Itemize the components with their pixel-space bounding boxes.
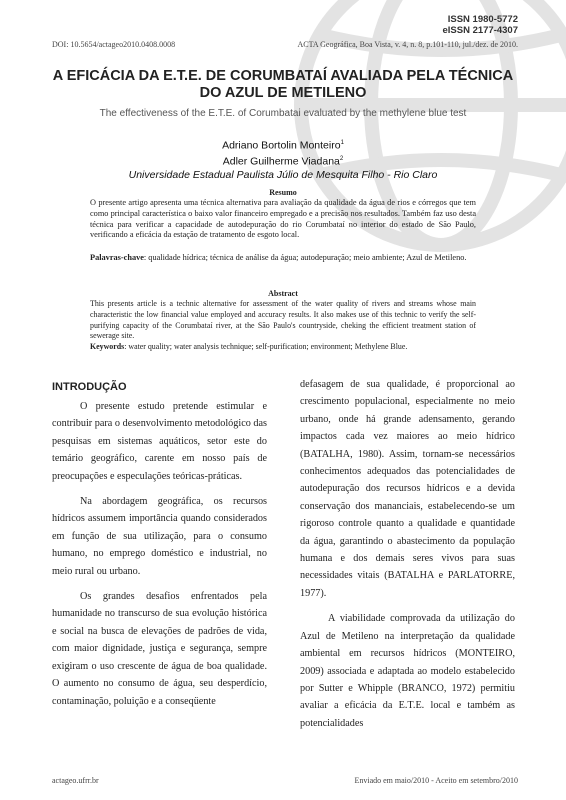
author-2-name: Adler Guilherme Viadana — [222, 155, 340, 168]
footer-site: actageo.ufrr.br — [52, 776, 99, 785]
body-column-left — [52, 380, 267, 718]
issn-number: ISSN 1980-5772 — [447, 14, 518, 25]
abstract-text: This presents article is a technic alternative for assessment of the water quality of rivers and streams whose main characteristic the low financial value employed and accuracy results. It also makes use of this technic to verify the self-purifying capacity of the Corumbataí river, at the São Paulo's countryside, cheking the efficient treatment station of sewerage site. — [90, 299, 476, 341]
doi-text: DOI: 10.5654/actageo2010.0408.0008 — [52, 40, 176, 49]
journal-reference: ACTA Geográfica, Boa Vista, v. 4, n. 8, p.101-110, jul./dez. de 2010. — [297, 40, 518, 49]
article-subtitle: The effectiveness of the E.T.E. of Corumbatai evaluated by the methylene blue test — [99, 108, 467, 119]
resumo-keywords — [90, 253, 476, 264]
paragraph: defasagem de sua qualidade, é proporcional ao crescimento populacional, especialmente no meio urbano, onde há grande adensamento, gerando impactos cada vez maiores ao meio hídrico (BATALHA, 1980). Assim, tornam-se necessários conhecimentos adequados das potencialidades de autodepuração dos recursos hídricos e a devida conservação dos mananciais, estabelecendo-se um rigoroso controle quanto a qualidade e quantidade da água, garantindo o abastecimento da população humana e dos demais seres vivos para suas necessidades vitais (BATALHA e PARLATORRE, 1977). — [300, 379, 515, 599]
paragraph: O presente estudo pretende estimular e contribuir para o desenvolvimento metodológico das pesquisas em sistemas aquáticos, setor este do temário geográfico, carente em nosso país de preocupações e especulações teóricas-práticas. — [52, 401, 267, 482]
paragraph: Na abordagem geográfica, os recursos hídricos assumem importância quando considerados em função de sua utilização, para o consumo humano, no emprego doméstico e industrial, no meio rural ou urbano. — [52, 496, 267, 577]
resumo-text: O presente artigo apresenta uma técnica alternativa para avaliação da qualidade da água de rios e córregos que tem como principal característica o baixo valor financeiro empregado e a precisão nos resultados. Também faz uso desta técnica para verificar a capacidade de autodepuração do rio Corumbataí no interior do estado de São Paulo, verificando a eficácia da estação de tratamento de esgoto local. — [90, 198, 476, 240]
issn-block — [442, 14, 518, 36]
abstract-keywords — [90, 342, 476, 353]
resumo-keywords-label: Palavras-chave — [90, 253, 144, 262]
author-1-mark: 1 — [340, 140, 344, 146]
author-1-name: Adriano Bortolin Monteiro — [222, 139, 341, 152]
institution: Universidade Estadual Paulista Júlio de Mesquita Filho - Rio Claro — [128, 169, 438, 181]
body-column-right — [300, 376, 515, 740]
abstract-keywords-list: : water quality; water analysis technique; self-purification; environment; Methylene Blue. — [124, 342, 408, 351]
author-1 — [50, 137, 516, 153]
resumo-heading: Resumo — [269, 188, 297, 197]
footer-dates: Enviado em maio/2010 - Aceito em setembro/2010 — [354, 776, 518, 785]
eissn-number: eISSN 2177-4307 — [442, 25, 518, 36]
paragraph: Os grandes desafios enfrentados pela humanidade no transcurso de sua evolução histórica e social na busca de elevações de padrões de vida, com maior dignidade, justiça e segurança, sempre exigiram o uso crescente de água de boa qualidade. O aumento no consumo de água, seu desperdício, contaminação, poluição e a conseqüente — [52, 591, 267, 707]
author-2 — [50, 153, 516, 169]
paragraph: A viabilidade comprovada da utilização do Azul de Metileno na interpretação da qualidade ambiental em recursos hídricos (MONTEIRO, 2009) associada e adaptada ao modelo estabelecido por Sutter e Whipple (BRANCO, 1972) permitiu avaliar a eficácia da E.T.E. local e também as potencialidades — [300, 613, 515, 729]
resumo-keywords-list: : qualidade hídrica; técnica de análise da água; autodepuração; meio ambiente; Azul de Metileno. — [143, 253, 467, 262]
abstract-keywords-label: Keywords — [90, 342, 125, 351]
section-heading-introducao: INTRODUÇÃO — [52, 381, 127, 393]
author-2-mark: 2 — [339, 156, 344, 162]
abstract-heading: Abstract — [268, 289, 298, 298]
article-title: A EFICÁCIA DA E.T.E. DE CORUMBATAÍ AVALIADA PELA TÉCNICA DO AZUL DE METILENO — [52, 68, 514, 101]
author-block — [50, 137, 516, 183]
